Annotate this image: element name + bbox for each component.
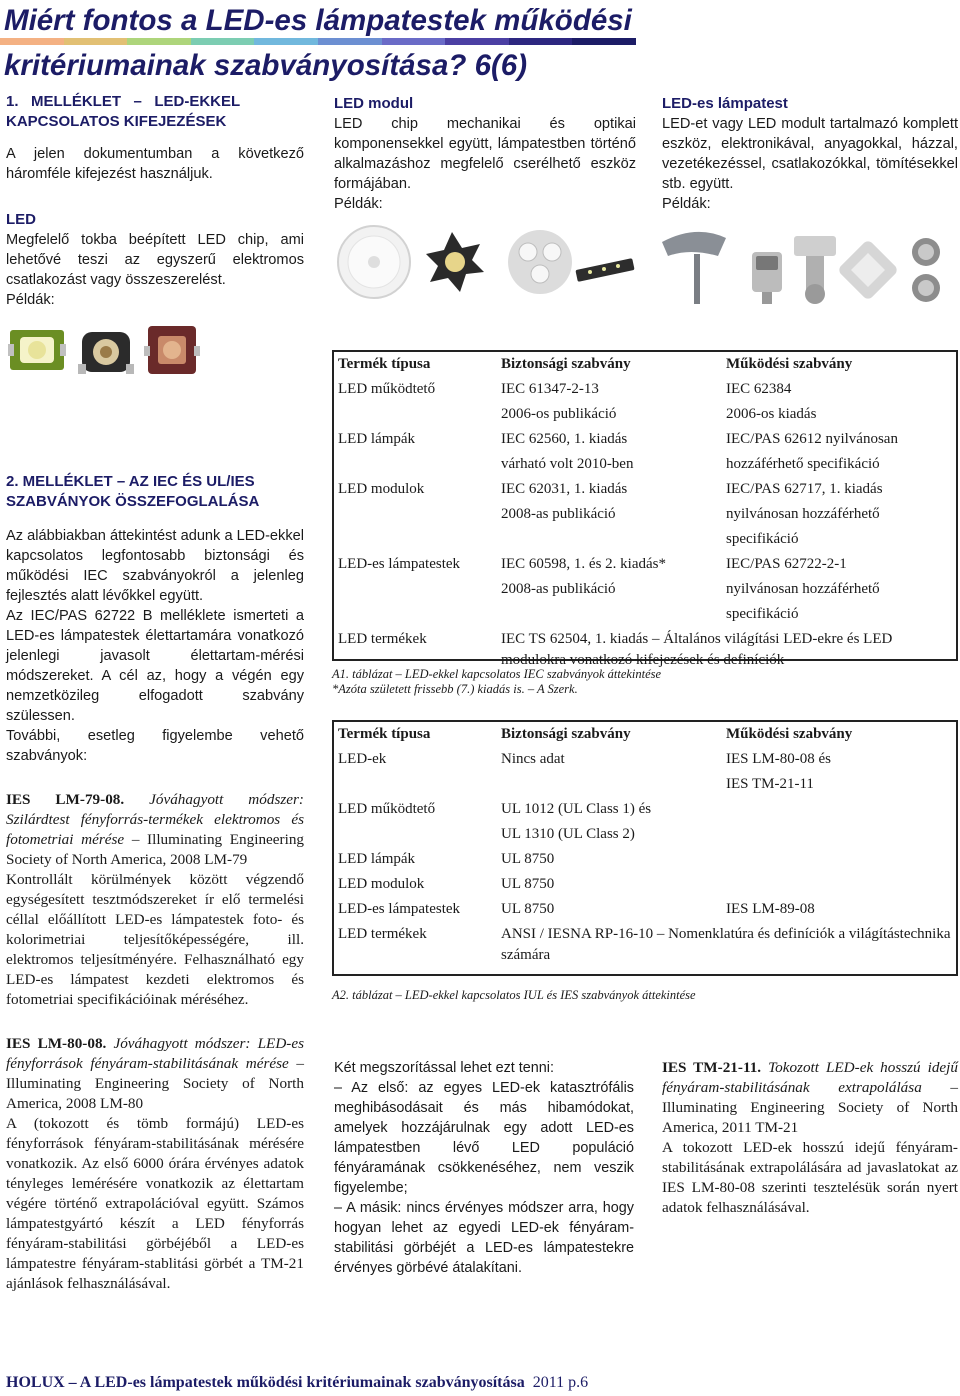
table-cell	[722, 872, 956, 897]
table-cell: 2008-as publikáció	[501, 581, 616, 597]
luminaire-term: LED-es lámpatest	[662, 95, 788, 112]
annex1-intro: A jelen dokumentumban a következő háromféle kifejezést használjuk.	[6, 146, 304, 182]
table-cell: IEC 62560, 1. kiadás	[501, 431, 628, 447]
table-cell: LED működtető	[338, 801, 436, 817]
title-bar-segment	[254, 38, 318, 45]
iec-table-caption-line1: A1. táblázat – LED-ekkel kapcsolatos IEC szabványok áttekintése	[332, 667, 662, 681]
table-row	[334, 377, 956, 402]
tm21-code: IES TM-21-11.	[662, 1059, 762, 1076]
annex2-heading-line2: SZABVÁNYOK ÖSSZEFOGLALÁSA	[6, 493, 260, 510]
led-definition: Megfelelő tokba beépített LED chip, ami lehetővé teszi az egyszerű elektromos csatlakozást vagy összeszerelést.	[6, 232, 304, 288]
table-cell: nyilvánosan hozzáférhető	[726, 581, 880, 597]
annex2-paragraph2: Az IEC/PAS 62722 B melléklete ismerteti a LED-es lámpatestek élettartamára vonatkozó jelenlegi javasolt élettartam-mérési módszereket. A cél az, hogy a végén egy nemzetközileg elfogadott szabvány szülessen.	[6, 608, 304, 724]
table-cell: UL 8750	[501, 901, 555, 917]
title-bar-segment	[64, 38, 128, 45]
annex2-heading	[6, 472, 304, 512]
annex2-paragraph3: További, esetleg figyelembe vehető szabványok:	[6, 728, 304, 764]
table-cell: LED termékek	[338, 926, 427, 942]
tm21-entry	[662, 1058, 958, 1138]
title-bar-segment	[445, 38, 509, 45]
table-cell: Nincs adat	[501, 751, 565, 767]
tm21-description: A tokozott LED-ek hosszú idejű fényáram-stabilitásának extrapolálására ad javaslatokat az IES LM-80-08 szerinti tesztelésük során nyert adatok felhasználásával.	[662, 1139, 958, 1216]
table-cell	[497, 527, 722, 552]
table-cell: várható volt 2010-ben	[501, 456, 634, 472]
table-row	[334, 897, 956, 922]
table-cell: LED működtető	[338, 381, 436, 397]
luminaire-example-images	[656, 222, 958, 312]
table-cell	[334, 822, 497, 847]
table-cell: 2006-os kiadás	[726, 406, 817, 422]
lm79-code: IES LM-79-08.	[6, 791, 125, 808]
table-cell: specifikáció	[726, 531, 799, 547]
column-header: Termék típusa	[338, 726, 431, 742]
middle-bottom-text	[334, 1058, 634, 1278]
table-cell: LED-es lámpatestek	[338, 556, 461, 572]
title-bar-segment	[318, 38, 382, 45]
table-cell	[497, 602, 722, 627]
tm21-title: Tokozott LED-ek hosszú idejű fényáram-stabilitásának extrapolálása	[662, 1059, 958, 1096]
lm79-description: Kontrollált körülmények között végzendő egységesített tesztmódszereket ír elő termelési céllal előállított LED-es lámpatestek foto- és kolorimetriai teljesítőképességére, ill. elektromos teljesítményére. Felhasználható egy LED-es lámpatest kezdeti elektromos és fotometriai specifikációinak méréséhez.	[6, 871, 304, 1008]
module-definition: LED chip mechanikai és optikai komponensekkel együtt, lámpatestben történő alkalmazáshoz megfelelő cserélhető eszköz formájában.	[334, 116, 636, 192]
iec-table-caption-line2: *Azóta született frissebb (7.) kiadás is. – A Szerk.	[332, 682, 578, 696]
table-row	[334, 747, 956, 772]
table-cell: LED modulok	[338, 876, 425, 892]
table-cell: nyilvánosan hozzáférhető	[726, 506, 880, 522]
annex1-heading-line1: 1. MELLÉKLET – LED-EKKEL	[6, 93, 241, 110]
table-cell: LED lámpák	[338, 431, 416, 447]
table-cell: LED lámpák	[338, 851, 416, 867]
table-header-row	[334, 352, 956, 377]
table-row	[334, 502, 956, 527]
lm80-description: A (tokozott és tömb formájú) LED-es fényforrások fényáram-stabilitásának mérésére vonatkozik. Az első 6000 órára érvényes adatok tényleges lemérésére vonatkozik az élettartam végére történő extrapolációval együtt. Számos lámpatestgyártó készít a LED fényforrás fényáram-stabilitási görbéjéből a LED-es lámpatestre fényáram-stablitási görbét a TM-21 ajánlások felhasználásával.	[6, 1115, 304, 1292]
table-row	[334, 527, 956, 552]
table-row	[334, 577, 956, 602]
column-header: Működési szabvány	[726, 726, 853, 742]
table-cell: specifikáció	[726, 606, 799, 622]
table-cell	[334, 772, 497, 797]
table-cell: UL 1012 (UL Class 1) és	[501, 801, 652, 817]
column-header: Biztonsági szabvány	[501, 356, 631, 372]
table-cell: IEC 60598, 1. és 2. kiadás*	[501, 556, 666, 572]
table-cell: IES LM-89-08	[726, 901, 815, 917]
lm80-code: IES LM-80-08.	[6, 1035, 107, 1052]
table-cell: LED-ek	[338, 751, 387, 767]
title-bar-segment	[127, 38, 191, 45]
column-header: Működési szabvány	[726, 356, 853, 372]
table-cell	[334, 527, 497, 552]
table-cell: IEC/PAS 62717, 1. kiadás	[726, 481, 883, 497]
constraint-first: – Az első: az egyes LED-ek katasztrófális meghibásodásait és más hibamódokat, amelyek hozzájárulnak egy adott LED-es lámpatestben lévő LED populáció fényáramának csökkenéséhez, nem veszik figyelembe;	[334, 1080, 634, 1196]
table-cell	[334, 577, 497, 602]
module-block	[334, 94, 636, 214]
table-cell	[334, 402, 497, 427]
constraints-intro: Két megszorítással lehet ezt tenni:	[334, 1060, 554, 1076]
iec-table-grid	[334, 352, 956, 671]
table-cell	[722, 822, 956, 847]
table-cell	[334, 602, 497, 627]
ul-ies-table-body	[334, 722, 956, 966]
led-examples-label: Példák:	[6, 292, 55, 308]
annex1-heading	[6, 92, 304, 132]
table-cell: LED termékek	[338, 631, 427, 647]
page-footer	[6, 1374, 588, 1392]
ul-ies-table-caption: A2. táblázat – LED-ekkel kapcsolatos IUL és IES szabványok áttekintése	[332, 988, 696, 1002]
annex1-left	[6, 92, 304, 310]
table-cell: IES LM-80-08 és	[726, 751, 831, 767]
lm80-title: Jóváhagyott módszer: LED-es fényforrások fényáram-stabilitásának mérése	[6, 1035, 304, 1072]
table-cell: UL 8750	[501, 851, 555, 867]
table-cell	[334, 502, 497, 527]
led-modules-image	[334, 218, 636, 304]
table-row	[334, 427, 956, 452]
table-row	[334, 402, 956, 427]
table-header-row	[334, 722, 956, 747]
title-bar-segment	[509, 38, 573, 45]
table-cell: IEC TS 62504, 1. kiadás – Általános világítási LED-ekre és LED modulokra vonatkozó kifejezések és definíciók	[501, 631, 893, 668]
ul-ies-standards-table	[332, 720, 958, 976]
led-term: LED	[6, 211, 36, 228]
table-cell: IEC/PAS 62722-2-1	[726, 556, 847, 572]
annex1-heading-line2: KAPCSOLATOS KIFEJEZÉSEK	[6, 113, 227, 130]
table-row	[334, 822, 956, 847]
luminaire-examples-label: Példák:	[662, 196, 711, 212]
table-row	[334, 452, 956, 477]
tm21-publisher: – Illuminating Engineering Society of North America, 2011 TM-21	[662, 1079, 959, 1136]
table-cell	[722, 797, 956, 822]
table-row	[334, 847, 956, 872]
led-example-images	[8, 318, 200, 380]
title-bar-segment	[382, 38, 446, 45]
iec-table-body	[334, 352, 956, 671]
annex2-left	[6, 472, 304, 1294]
led-luminaires-image	[656, 222, 958, 312]
table-cell: IES TM-21-11	[726, 776, 814, 792]
table-row	[334, 772, 956, 797]
table-cell	[497, 772, 722, 797]
table-cell: IEC 61347-2-13	[501, 381, 599, 397]
table-cell: LED modulok	[338, 481, 425, 497]
led-chips-image	[8, 318, 200, 380]
lm79-entry	[6, 790, 304, 870]
footer-text: HOLUX – A LED-es lámpatestek működési kritériumainak szabványosítása	[6, 1374, 525, 1391]
table-cell: 2008-as publikáció	[501, 506, 616, 522]
footer-page: 2011 p.6	[532, 1374, 589, 1391]
iec-standards-table	[332, 350, 958, 668]
table-row	[334, 552, 956, 577]
table-cell	[334, 452, 497, 477]
table-row	[334, 477, 956, 502]
lm79-publisher: – Illuminating Engineering Society of North America, 2008 LM-79	[6, 831, 305, 868]
page-title-line1: Miért fontos a LED-es lámpatestek működési	[4, 4, 632, 37]
column-header: Termék típusa	[338, 356, 431, 372]
table-cell: IEC 62384	[726, 381, 792, 397]
table-row	[334, 797, 956, 822]
table-row	[334, 602, 956, 627]
column-header: Biztonsági szabvány	[501, 726, 631, 742]
title-bar-segment	[191, 38, 255, 45]
table-cell: IEC 62031, 1. kiadás	[501, 481, 628, 497]
ul-ies-table-grid	[334, 722, 956, 966]
luminaire-block	[662, 94, 958, 214]
table-cell: LED-es lámpatestek	[338, 901, 461, 917]
module-example-images	[334, 218, 636, 304]
table-cell: UL 1310 (UL Class 2)	[501, 826, 635, 842]
lm79-title: Jóváhagyott módszer: Szilárdtest fényforrás-termékek elektromos és fotometriai mérése	[6, 791, 304, 848]
page-title-line2: kritériumainak szabványosítása? 6(6)	[4, 49, 528, 82]
table-cell: 2006-os publikáció	[501, 406, 617, 422]
table-row	[334, 627, 956, 671]
constraint-second: – A másik: nincs érvényes módszer arra, hogy hogyan lehet az egyedi LED-ek fényáram-stabilitási görbéjét a LED-es lámpatestekre érvényes görbévé átalakítani.	[334, 1200, 634, 1276]
title-bar-segment	[0, 38, 64, 45]
title-bar-segment	[572, 38, 636, 45]
annex2-paragraph1: Az alábbiakban áttekintést adunk a LED-ekkel kapcsolatos legfontosabb biztonsági és működési IEC szabványokról a jelenleg fejlesztés alatt lévőkkel együtt.	[6, 528, 304, 604]
lm80-entry	[6, 1034, 304, 1114]
table-cell	[722, 847, 956, 872]
module-examples-label: Példák:	[334, 196, 383, 212]
module-term: LED modul	[334, 95, 414, 112]
table-cell: UL 8750	[501, 876, 555, 892]
iec-table-caption	[332, 667, 952, 697]
lm80-publisher: – Illuminating Engineering Society of North America, 2008 LM-80	[6, 1055, 305, 1112]
table-cell: IEC/PAS 62612 nyilvánosan	[726, 431, 898, 447]
luminaire-definition: LED-et vagy LED modult tartalmazó komplett eszköz, elektronikával, anyagokkal, házzal, vezetékezéssel, csatlakozókkal, tömítésekkel stb. együtt.	[662, 116, 958, 192]
annex2-heading-line1: 2. MELLÉKLET – AZ IEC ÉS UL/IES	[6, 473, 255, 490]
table-cell: hozzáférhető specifikáció	[726, 456, 880, 472]
table-row	[334, 872, 956, 897]
tm21-block	[662, 1058, 958, 1218]
title-gradient-bar	[0, 38, 636, 45]
table-row	[334, 922, 956, 966]
table-cell: ANSI / IESNA RP-16-10 – Nomenklatúra és definíciók a világítástechnika számára	[501, 926, 951, 963]
